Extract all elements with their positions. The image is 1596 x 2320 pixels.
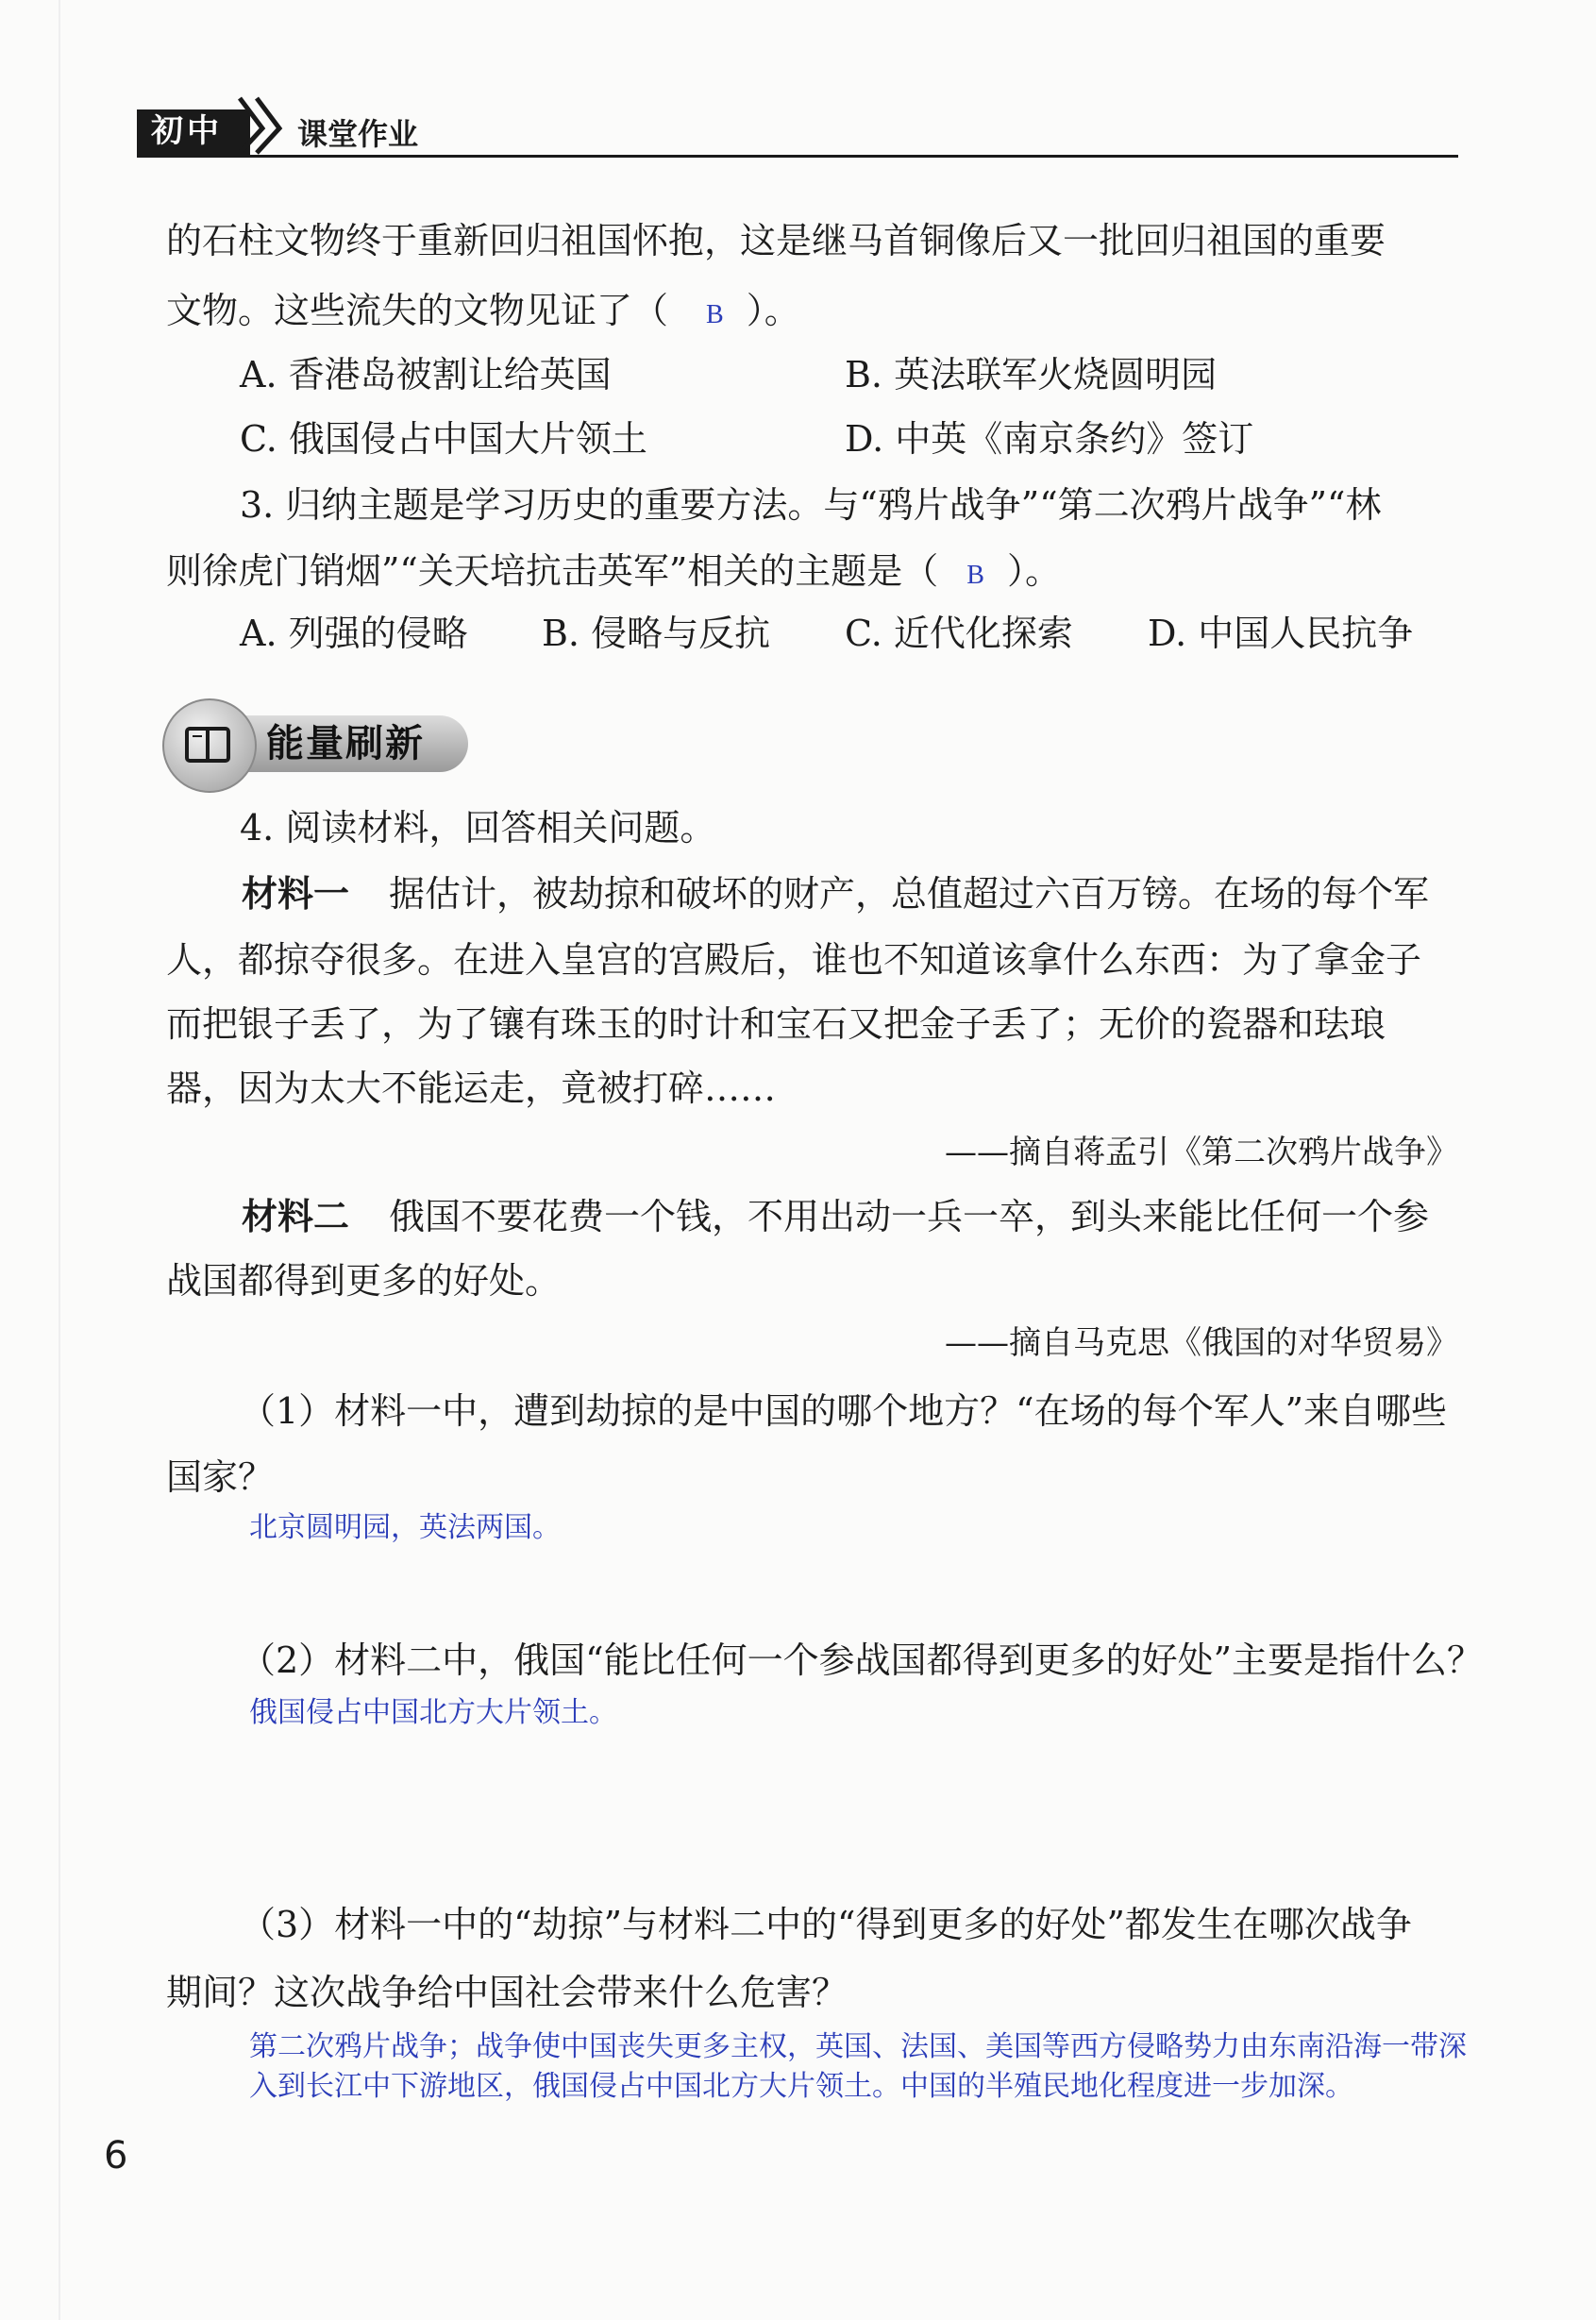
sub1-answer: 北京圆明园，英法两国。 [249,1511,561,1544]
header-rule [137,155,1458,158]
material2-line2: 战国都得到更多的好处。 [166,1260,562,1302]
q3-stem-post: ）。 [1006,550,1061,592]
q3-option-a: A. 列强的侵略 [240,613,468,654]
q2-option-d: D. 中英《南京条约》签订 [845,418,1254,460]
sub1-question-line1: （1）材料一中，遭到劫掠的是中国的哪个地方？“在场的每个军人”来自哪些 [240,1390,1448,1432]
q3-option-b: B. 侵略与反抗 [542,613,771,654]
double-chevron-icon [234,91,291,157]
material2-source: ——摘自马克思《俄国的对华贸易》 [945,1324,1458,1362]
material1-line4: 器，因为太大不能运走，竟被打碎…… [166,1068,777,1109]
q3-option-d: D. 中国人民抗争 [1148,613,1414,654]
grade-label: 初中 [151,112,223,150]
q4-intro: 4. 阅读材料，回答相关问题。 [240,807,716,849]
sub1-question-line2: 国家？ [166,1456,275,1498]
material1-label: 材料一 [242,873,350,915]
sub3-answer-line1: 第二次鸦片战争；战争使中国丧失更多主权，英国、法国、美国等西方侵略势力由东南沿海一带深 [249,2030,1467,2063]
q3-stem-line1: 3. 归纳主题是学习历史的重要方法。与“鸦片战争”“第二次鸦片战争”“林 [240,484,1382,526]
material1-line2: 人，都掠夺很多。在进入皇宫的宫殿后，谁也不知道该拿什么东西：为了拿金子 [166,939,1422,981]
open-book-icon [181,717,234,770]
page-number: 6 [104,2134,128,2177]
q3-option-c: C. 近代化探索 [845,613,1073,654]
book-title: 课堂作业 [297,116,419,152]
material1-line1 [242,873,1430,915]
q2-option-b: B. 英法联军火烧圆明园 [845,354,1218,395]
q2-option-a: A. 香港岛被割让给英国 [240,354,612,395]
q3-stem-line2 [166,550,1061,592]
q2-stem-line2 [166,290,800,331]
material2-line1 [242,1196,1430,1237]
sub3-question-line1: （3）材料一中的“劫掠”与材料二中的“得到更多的好处”都发生在哪次战争 [240,1904,1412,1945]
q3-answer: B [966,561,984,590]
q2-answer: B [706,300,724,329]
sub3-question-line2: 期间？这次战争给中国社会带来什么危害？ [166,1972,848,2013]
q2-stem-pre: 文物。这些流失的文物见证了（ [166,290,669,331]
section-title: 能量刷新 [266,722,425,765]
page-spine-shadow [59,0,60,2320]
q3-stem-pre: 则徐虎门销烟”“关天培抗击英军”相关的主题是（ [166,550,939,592]
sub3-answer-line2: 入到长江中下游地区，俄国侵占中国北方大片领土。中国的半殖民地化程度进一步加深。 [249,2070,1353,2103]
material1-text1: 据估计，被劫掠和破坏的财产，总值超过六百万镑。在场的每个军 [389,873,1430,915]
q2-option-c: C. 俄国侵占中国大片领土 [240,418,647,460]
q2-stem-post: ）。 [746,290,800,331]
material1-source: ——摘自蒋孟引《第二次鸦片战争》 [945,1134,1458,1171]
material2-label: 材料二 [242,1196,350,1237]
material2-text1: 俄国不要花费一个钱，不用出动一兵一卒，到头来能比任何一个参 [389,1196,1430,1237]
q2-stem-line1: 的石柱文物终于重新回归祖国怀抱，这是继马首铜像后又一批回归祖国的重要 [166,220,1386,261]
sub2-question-line1: （2）材料二中，俄国“能比任何一个参战国都得到更多的好处”主要是指什么？ [240,1639,1484,1681]
material1-line3: 而把银子丢了，为了镶有珠玉的时计和宝石又把金子丢了；无价的瓷器和珐琅 [166,1003,1386,1045]
sub2-answer: 俄国侵占中国北方大片领土。 [249,1696,617,1729]
